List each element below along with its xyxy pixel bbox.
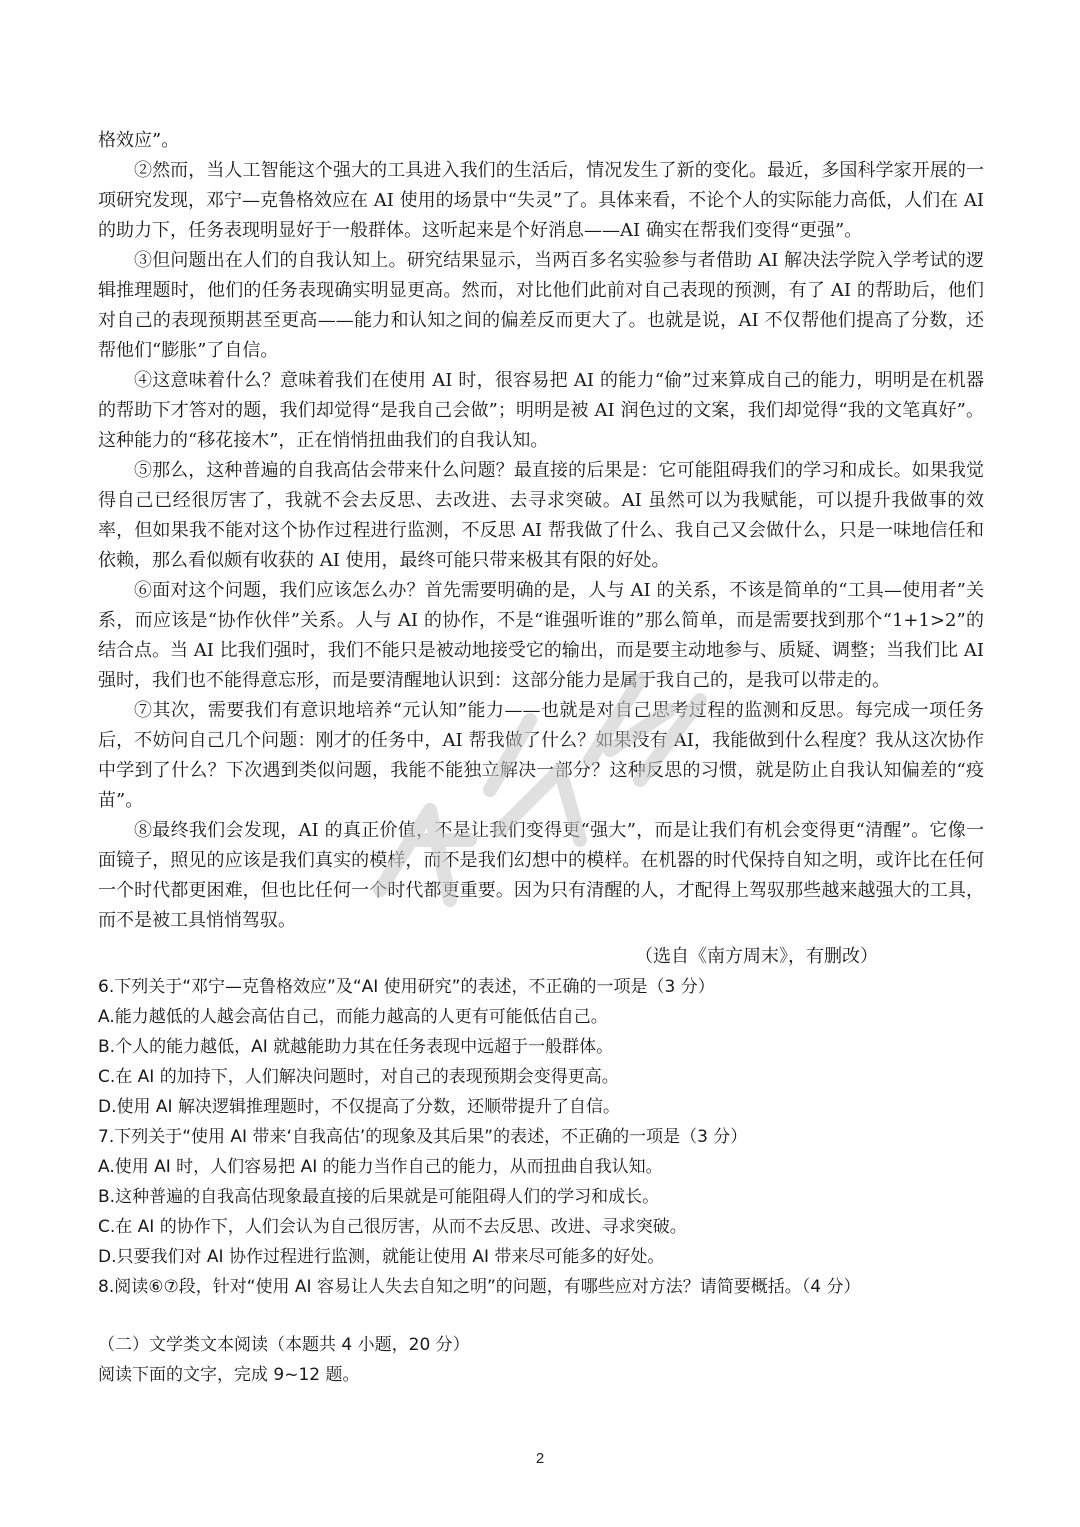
question-6-stem: 6.下列关于“邓宁—克鲁格效应”及“AI 使用研究”的表述，不正确的一项是（3 分）	[98, 977, 715, 997]
question-7-stem: 7.下列关于“使用 AI 带来‘自我高估’的现象及其后果”的表述，不正确的一项是（3 分）	[98, 1127, 748, 1147]
page-number: 2	[535, 1450, 545, 1467]
paragraph-6: ⑥面对这个问题，我们应该怎么办？首先需要明确的是，人与 AI 的关系，不该是简单的“工具—使用者”关系，而应该是“协作伙伴”关系。人与 AI 的协作，不是“谁强听谁的”那么简单，而是需要找到那个“1+1>2”的结合点。当 AI 比我们强时，我们不能只是被动地接受它的输出，而是要主动地参与、质疑、调整；当我们比 AI 强时，我们也不能得意忘形，而是要清醒地认识到：这部分能力是属于我自己的，是我可以带走的。	[98, 580, 984, 691]
question-6-option-a: A.能力越低的人越会高估自己，而能力越高的人更有可能低估自己。	[98, 1007, 608, 1027]
paragraph-continuation: 格效应”。	[98, 130, 180, 151]
paragraph-4: ④这意味着什么？意味着我们在使用 AI 时，很容易把 AI 的能力“偷”过来算成自己的能力，明明是在机器的帮助下才答对的题，我们却觉得“是我自己会做”；明明是被 AI 润色过的文案，我们却觉得“我的文笔真好”。这种能力的“移花接木”，正在悄悄扭曲我们的自我认知。	[98, 370, 984, 451]
question-7-option-a: A.使用 AI 时，人们容易把 AI 的能力当作自己的能力，从而扭曲自我认知。	[98, 1157, 663, 1177]
paragraph-8: ⑧最终我们会发现，AI 的真正价值，不是让我们变得更“强大”，而是让我们有机会变得更“清醒”。它像一面镜子，照见的应该是我们真实的模样，而不是我们幻想中的模样。在机器的时代保持自知之明，或许比在任何一个时代都更困难，但也比任何一个时代都更重要。因为只有清醒的人，才配得上驾驭那些越来越强大的工具，而不是被工具悄悄驾驭。	[98, 820, 984, 931]
question-8-stem: 8.阅读⑥⑦段，针对“使用 AI 容易让人失去自知之明”的问题，有哪些应对方法？请简要概括。（4 分）	[98, 1277, 861, 1297]
question-8	[98, 1272, 984, 1302]
question-6-option-b: B.个人的能力越低，AI 就越能助力其在任务表现中远超于一般群体。	[98, 1037, 614, 1057]
section-instruction: 阅读下面的文字，完成 9~12 题。	[98, 1365, 360, 1385]
question-7	[98, 1122, 984, 1272]
question-7-option-d: D.只要我们对 AI 协作过程进行监测，就能让使用 AI 带来尽可能多的好处。	[98, 1247, 665, 1267]
paragraph-2: ②然而，当人工智能这个强大的工具进入我们的生活后，情况发生了新的变化。最近，多国科学家开展的一项研究发现，邓宁—克鲁格效应在 AI 使用的场景中“失灵”了。具体来看，不论个人的实际能力高低，人们在 AI 的助力下，任务表现明显好于一般群体。这听起来是个好消息——AI 确实在帮我们变得“更强”。	[98, 160, 984, 241]
section-heading: （二）文学类文本阅读（本题共 4 小题，20 分）	[98, 1335, 470, 1355]
paragraph-5: ⑤那么，这种普遍的自我高估会带来什么问题？最直接的后果是：它可能阻碍我们的学习和成长。如果我觉得自己已经很厉害了，我就不会去反思、去改进、去寻求突破。AI 虽然可以为我赋能，可以提升我做事的效率，但如果我不能对这个协作过程进行监测，不反思 AI 帮我做了什么、我自己又会做什么，只是一味地信任和依赖，那么看似颇有收获的 AI 使用，最终可能只带来极其有限的好处。	[98, 460, 984, 571]
paragraph-7: ⑦其次，需要我们有意识地培养“元认知”能力——也就是对自己思考过程的监测和反思。每完成一项任务后，不妨问自己几个问题：刚才的任务中，AI 帮我做了什么？如果没有 AI，我能做到什么程度？我从这次协作中学到了什么？下次遇到类似问题，我能不能独立解决一部分？这种反思的习惯，就是防止自我认知偏差的“疫苗”。	[98, 700, 984, 811]
question-6-option-c: C.在 AI 的加持下，人们解决问题时，对自己的表现预期会变得更高。	[98, 1067, 619, 1087]
question-7-option-c: C.在 AI 的协作下，人们会认为自己很厉害，从而不去反思、改进、寻求突破。	[98, 1217, 687, 1237]
exam-page-content	[98, 126, 984, 1390]
paragraph-3: ③但问题出在人们的自我认知上。研究结果显示，当两百多名实验参与者借助 AI 解决法学院入学考试的逻辑推理题时，他们的任务表现确实明显更高。然而，对比他们此前对自己表现的预测，有了 AI 的帮助后，他们对自己的表现预期甚至更高——能力和认知之间的偏差反而更大了。也就是说，AI 不仅帮他们提高了分数，还帮他们“膨胀”了自信。	[98, 250, 984, 361]
question-6	[98, 972, 984, 1122]
question-7-option-b: B.这种普遍的自我高估现象最直接的后果就是可能阻碍人们的学习和成长。	[98, 1187, 660, 1207]
source-citation: （选自《南方周末》，有删改）	[635, 946, 878, 967]
question-6-option-d: D.使用 AI 解决逻辑推理题时，不仅提高了分数，还顺带提升了自信。	[98, 1097, 620, 1117]
